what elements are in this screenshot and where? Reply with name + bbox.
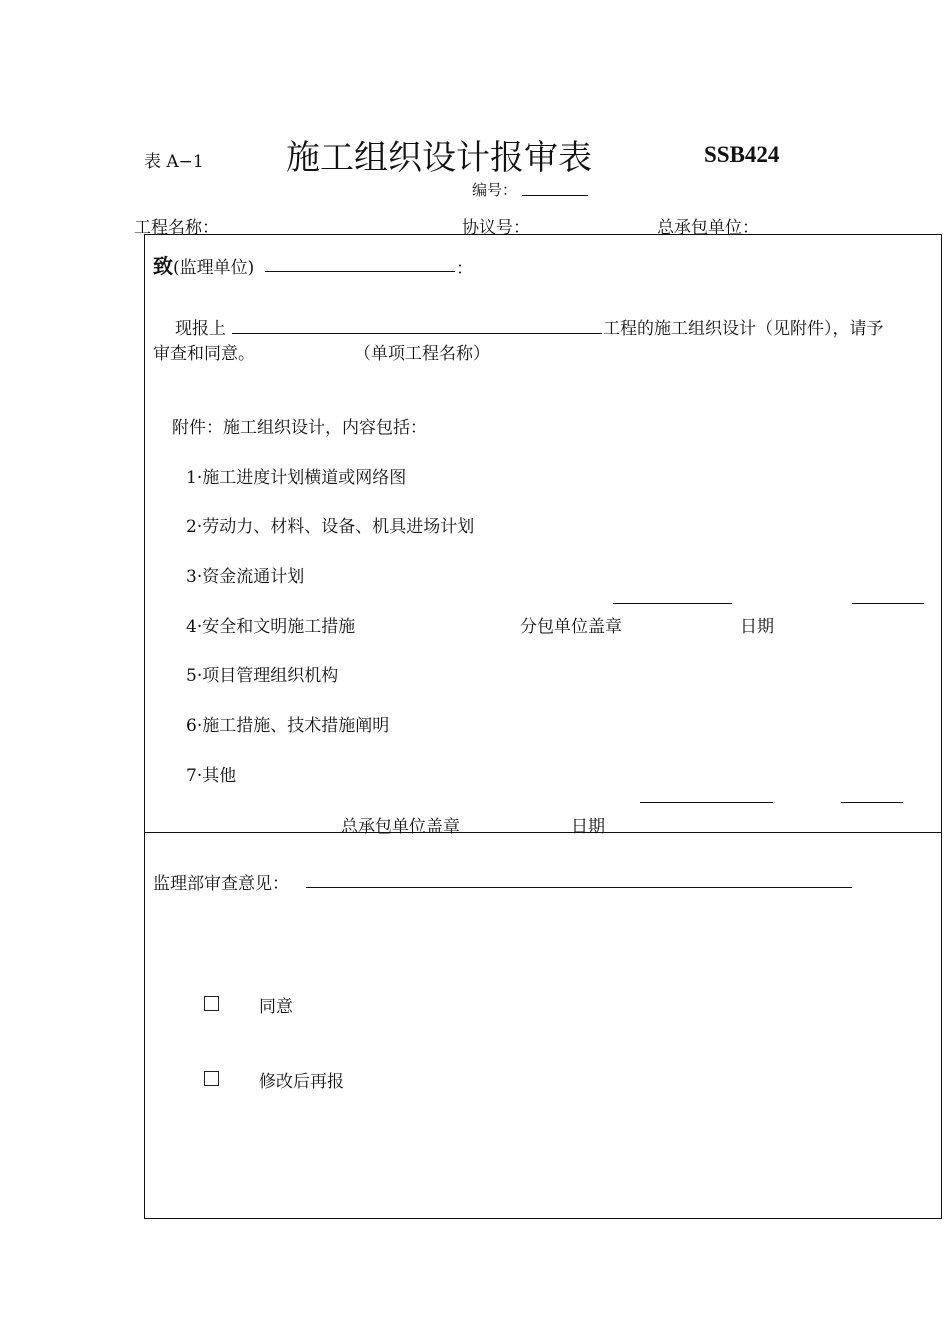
attachment-item: 4·安全和文明施工措施 bbox=[186, 617, 356, 637]
attachment-intro: 附件：施工组织设计，内容包括： bbox=[172, 418, 427, 438]
attachment-item: 3·资金流通计划 bbox=[186, 567, 305, 587]
attachment-item: 2·劳动力、材料、设备、机具进场计划 bbox=[186, 517, 475, 537]
approve-label: 同意 bbox=[259, 997, 293, 1017]
supervisor-label: (监理单位) bbox=[173, 258, 255, 278]
number-label: 编号： bbox=[472, 181, 518, 199]
report-prefix: 现报上 bbox=[175, 319, 226, 339]
addressee-colon: ： bbox=[456, 259, 473, 279]
subcontractor-date-label: 日期 bbox=[740, 617, 774, 637]
general-contractor-label: 总承包单位： bbox=[657, 218, 759, 238]
opinion-label: 监理部审查意见： bbox=[153, 874, 289, 894]
revise-checkbox[interactable] bbox=[204, 1071, 219, 1086]
revise-label: 修改后再报 bbox=[259, 1072, 344, 1092]
subcontractor-seal-label: 分包单位盖章 bbox=[520, 617, 622, 637]
general-seal-field[interactable] bbox=[640, 802, 773, 803]
number-field[interactable] bbox=[522, 195, 588, 196]
general-date-label: 日期 bbox=[571, 817, 605, 837]
report-suffix: 工程的施工组织设计（见附件），请予 bbox=[603, 319, 884, 339]
addressee-line bbox=[153, 250, 254, 279]
subcontractor-seal-field[interactable] bbox=[613, 603, 732, 604]
page-title: 施工组织设计报审表 bbox=[286, 138, 592, 178]
doc-code: SSB424 bbox=[704, 142, 780, 167]
approve-checkbox[interactable] bbox=[204, 996, 219, 1011]
section-divider bbox=[144, 832, 942, 833]
subcontractor-date-field[interactable] bbox=[852, 603, 924, 604]
report-line2: 审查和同意。 bbox=[153, 344, 255, 364]
agreement-no-label: 协议号： bbox=[462, 218, 530, 238]
subproject-name-field[interactable] bbox=[232, 333, 602, 334]
supervisor-unit-field[interactable] bbox=[265, 271, 455, 272]
general-seal-label: 总承包单位盖章 bbox=[341, 817, 460, 837]
attachment-item: 6·施工措施、技术措施阐明 bbox=[186, 716, 390, 736]
subproject-hint: （单项工程名称） bbox=[354, 344, 490, 364]
attachment-item: 5·项目管理组织机构 bbox=[186, 666, 339, 686]
attachment-item: 7·其他 bbox=[186, 766, 237, 786]
opinion-field[interactable] bbox=[306, 887, 852, 888]
project-name-label: 工程名称： bbox=[134, 218, 219, 238]
general-date-field[interactable] bbox=[841, 802, 903, 803]
to-label: 致 bbox=[153, 254, 173, 278]
attachment-item: 1·施工进度计划横道或网络图 bbox=[186, 468, 407, 488]
form-code: 表 A−1 bbox=[144, 152, 204, 172]
